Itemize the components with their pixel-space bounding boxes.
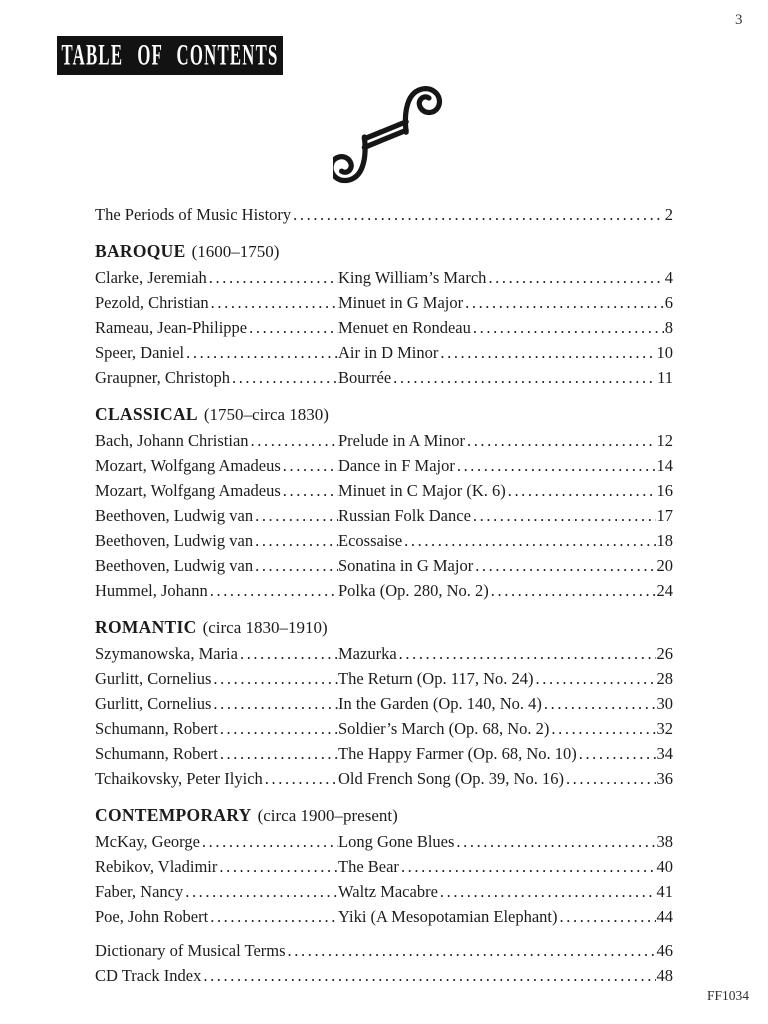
dot-leader <box>506 478 656 503</box>
dot-leader <box>391 365 656 390</box>
toc-entry-row <box>95 528 673 553</box>
dot-leader <box>534 666 656 691</box>
composer-cell <box>95 453 338 478</box>
toc-entry-row <box>95 854 673 879</box>
dot-leader <box>184 340 338 365</box>
piece-page-number: 32 <box>656 719 673 738</box>
composer-name: Szymanowska, Maria <box>95 644 238 663</box>
composer-cell <box>95 478 338 503</box>
toc-entry-row <box>95 716 673 741</box>
page-title: TABLE OF CONTENTS <box>61 38 279 72</box>
beamed-note-flourish-icon <box>333 82 447 190</box>
dot-leader <box>249 428 338 453</box>
dot-leader <box>281 453 338 478</box>
piece-page-number: 24 <box>656 581 673 600</box>
toc-row-page-number: 46 <box>656 941 673 960</box>
composer-name: Graupner, Christoph <box>95 368 230 387</box>
dot-leader <box>291 202 664 227</box>
piece-page-number: 28 <box>656 669 673 688</box>
dot-leader <box>454 829 655 854</box>
composer-cell <box>95 691 338 716</box>
dot-leader <box>209 290 338 315</box>
composer-name: Bach, Johann Christian <box>95 431 249 450</box>
toc-entry-row <box>95 365 673 390</box>
piece-title: Soldier’s March (Op. 68, No. 2) <box>338 719 550 738</box>
dot-leader <box>217 854 338 879</box>
dot-leader <box>207 265 338 290</box>
piece-page-number: 17 <box>656 506 673 525</box>
piece-page-number: 44 <box>656 907 673 926</box>
piece-page-number: 34 <box>656 744 673 763</box>
toc-entry-row <box>95 503 673 528</box>
toc-row-label: The Periods of Music History <box>95 205 292 224</box>
piece-page-number: 40 <box>656 857 673 876</box>
dot-leader <box>549 716 655 741</box>
composer-cell <box>95 879 338 904</box>
section-name: BAROQUE <box>95 241 186 261</box>
dot-leader <box>238 641 338 666</box>
dot-leader <box>486 265 663 290</box>
composer-cell <box>95 290 338 315</box>
composer-name: Faber, Nancy <box>95 882 184 901</box>
piece-page-number: 26 <box>656 644 673 663</box>
toc-row-label: Dictionary of Musical Terms <box>95 941 286 960</box>
dot-leader <box>201 963 655 988</box>
dot-leader <box>286 938 656 963</box>
composer-cell <box>95 741 338 766</box>
piece-title: The Bear <box>338 857 399 876</box>
composer-cell <box>95 716 338 741</box>
toc-entry-row <box>95 453 673 478</box>
dot-leader <box>455 453 656 478</box>
piece-page-number: 36 <box>656 769 673 788</box>
toc-entry-row <box>95 428 673 453</box>
piece-page-number: 18 <box>656 531 673 550</box>
dot-leader <box>230 365 338 390</box>
piece-page-number: 20 <box>656 556 673 575</box>
piece-page-number: 30 <box>656 694 673 713</box>
section-name: CONTEMPORARY <box>95 805 252 825</box>
piece-page-number: 6 <box>664 293 673 312</box>
dot-leader <box>438 879 656 904</box>
section-dates: (1750–circa 1830) <box>203 405 329 424</box>
piece-title: In the Garden (Op. 140, No. 4) <box>338 694 542 713</box>
dot-leader <box>281 478 338 503</box>
piece-title: Ecossaise <box>338 531 403 550</box>
piece-page-number: 38 <box>656 832 673 851</box>
composer-name: Tchaikovsky, Peter Ilyich <box>95 769 263 788</box>
toc-entry-row <box>95 691 673 716</box>
composer-cell <box>95 428 338 453</box>
dot-leader <box>253 528 338 553</box>
composer-cell <box>95 528 338 553</box>
composer-name: Rameau, Jean-Philippe <box>95 318 248 337</box>
dot-leader <box>211 691 338 716</box>
dot-leader <box>208 578 338 603</box>
piece-title: King William’s March <box>338 268 487 287</box>
composer-cell <box>95 365 338 390</box>
dot-leader <box>471 503 656 528</box>
toc-row <box>95 202 673 227</box>
toc-list <box>95 202 673 988</box>
dot-leader <box>564 766 656 791</box>
composer-name: Schumann, Robert <box>95 719 218 738</box>
composer-name: Gurlitt, Cornelius <box>95 694 212 713</box>
piece-title: Minuet in G Major <box>338 293 464 312</box>
dot-leader <box>558 904 656 929</box>
piece-title: The Happy Farmer (Op. 68, No. 10) <box>338 744 577 763</box>
dot-leader <box>208 904 338 929</box>
piece-page-number: 10 <box>656 343 673 362</box>
piece-title: Prelude in A Minor <box>338 431 465 450</box>
composer-name: Beethoven, Ludwig van <box>95 506 254 525</box>
dot-leader <box>473 553 655 578</box>
toc-row <box>95 938 673 963</box>
composer-cell <box>95 553 338 578</box>
section-header <box>95 237 673 265</box>
toc-row-page-number: 48 <box>656 966 673 985</box>
dot-leader <box>577 741 656 766</box>
toc-entry-row <box>95 766 673 791</box>
toc-row-page-number: 2 <box>664 205 673 224</box>
toc-entry-row <box>95 478 673 503</box>
toc-entry-row <box>95 741 673 766</box>
section-header <box>95 801 673 829</box>
composer-cell <box>95 315 338 340</box>
dot-leader <box>253 553 338 578</box>
piece-title: Bourrée <box>338 368 392 387</box>
piece-title: Russian Folk Dance <box>338 506 471 525</box>
dot-leader <box>471 315 664 340</box>
dot-leader <box>463 290 664 315</box>
publisher-code: FF1034 <box>707 988 750 1003</box>
composer-name: McKay, George <box>95 832 200 851</box>
section-dates: (circa 1900–present) <box>257 806 398 825</box>
dot-leader <box>399 854 656 879</box>
dot-leader <box>200 829 338 854</box>
composer-cell <box>95 641 338 666</box>
section-header <box>95 613 673 641</box>
dot-leader <box>397 641 656 666</box>
toc-entry-row <box>95 578 673 603</box>
composer-name: Clarke, Jeremiah <box>95 268 207 287</box>
dot-leader <box>218 716 338 741</box>
piece-title: Polka (Op. 280, No. 2) <box>338 581 489 600</box>
composer-name: Beethoven, Ludwig van <box>95 531 254 550</box>
piece-page-number: 4 <box>664 268 673 287</box>
composer-name: Gurlitt, Cornelius <box>95 669 212 688</box>
toc-entry-row <box>95 829 673 854</box>
piece-page-number: 11 <box>657 368 673 387</box>
composer-name: Hummel, Johann <box>95 581 208 600</box>
piece-page-number: 14 <box>656 456 673 475</box>
dot-leader <box>183 879 338 904</box>
piece-title: Mazurka <box>338 644 397 663</box>
composer-name: Rebikov, Vladimir <box>95 857 218 876</box>
section-dates: (1600–1750) <box>191 242 280 261</box>
composer-name: Poe, John Robert <box>95 907 209 926</box>
piece-title: Dance in F Major <box>338 456 455 475</box>
composer-cell <box>95 340 338 365</box>
dot-leader <box>438 340 655 365</box>
title-banner <box>57 36 283 75</box>
composer-cell <box>95 578 338 603</box>
toc-entry-row <box>95 879 673 904</box>
composer-cell <box>95 503 338 528</box>
toc-entry-row <box>95 641 673 666</box>
piece-title: Minuet in C Major (K. 6) <box>338 481 506 500</box>
piece-title: Menuet en Rondeau <box>338 318 471 337</box>
dot-leader <box>465 428 656 453</box>
composer-cell <box>95 766 338 791</box>
piece-title: Sonatina in G Major <box>338 556 474 575</box>
toc-row-label: CD Track Index <box>95 966 202 985</box>
piece-page-number: 8 <box>664 318 673 337</box>
piece-title: Air in D Minor <box>338 343 439 362</box>
piece-page-number: 16 <box>656 481 673 500</box>
composer-cell <box>95 666 338 691</box>
composer-cell <box>95 904 338 929</box>
section-header <box>95 400 673 428</box>
piece-title: The Return (Op. 117, No. 24) <box>338 669 534 688</box>
section-dates: (circa 1830–1910) <box>202 618 328 637</box>
composer-name: Mozart, Wolfgang Amadeus <box>95 456 281 475</box>
toc-entry-row <box>95 290 673 315</box>
dot-leader <box>489 578 656 603</box>
piece-title: Old French Song (Op. 39, No. 16) <box>338 769 564 788</box>
toc-entry-row <box>95 340 673 365</box>
piece-title: Yiki (A Mesopotamian Elephant) <box>338 907 558 926</box>
composer-cell <box>95 265 338 290</box>
section-name: ROMANTIC <box>95 617 197 637</box>
composer-name: Schumann, Robert <box>95 744 218 763</box>
dot-leader <box>263 766 338 791</box>
dot-leader <box>542 691 656 716</box>
dot-leader <box>247 315 338 340</box>
toc-entry-row <box>95 904 673 929</box>
dot-leader <box>253 503 338 528</box>
piece-page-number: 12 <box>656 431 673 450</box>
section-name: CLASSICAL <box>95 404 198 424</box>
dot-leader <box>211 666 338 691</box>
toc-entry-row <box>95 265 673 290</box>
composer-name: Speer, Daniel <box>95 343 185 362</box>
composer-name: Beethoven, Ludwig van <box>95 556 254 575</box>
page-number: 3 <box>735 12 743 28</box>
composer-cell <box>95 829 338 854</box>
toc-row <box>95 963 673 988</box>
toc-entry-row <box>95 666 673 691</box>
toc-entry-row <box>95 315 673 340</box>
toc-entry-row <box>95 553 673 578</box>
dot-leader <box>402 528 655 553</box>
piece-title: Long Gone Blues <box>338 832 455 851</box>
piece-title: Waltz Macabre <box>338 882 438 901</box>
composer-cell <box>95 854 338 879</box>
piece-page-number: 41 <box>656 882 673 901</box>
dot-leader <box>218 741 338 766</box>
composer-name: Mozart, Wolfgang Amadeus <box>95 481 281 500</box>
composer-name: Pezold, Christian <box>95 293 209 312</box>
